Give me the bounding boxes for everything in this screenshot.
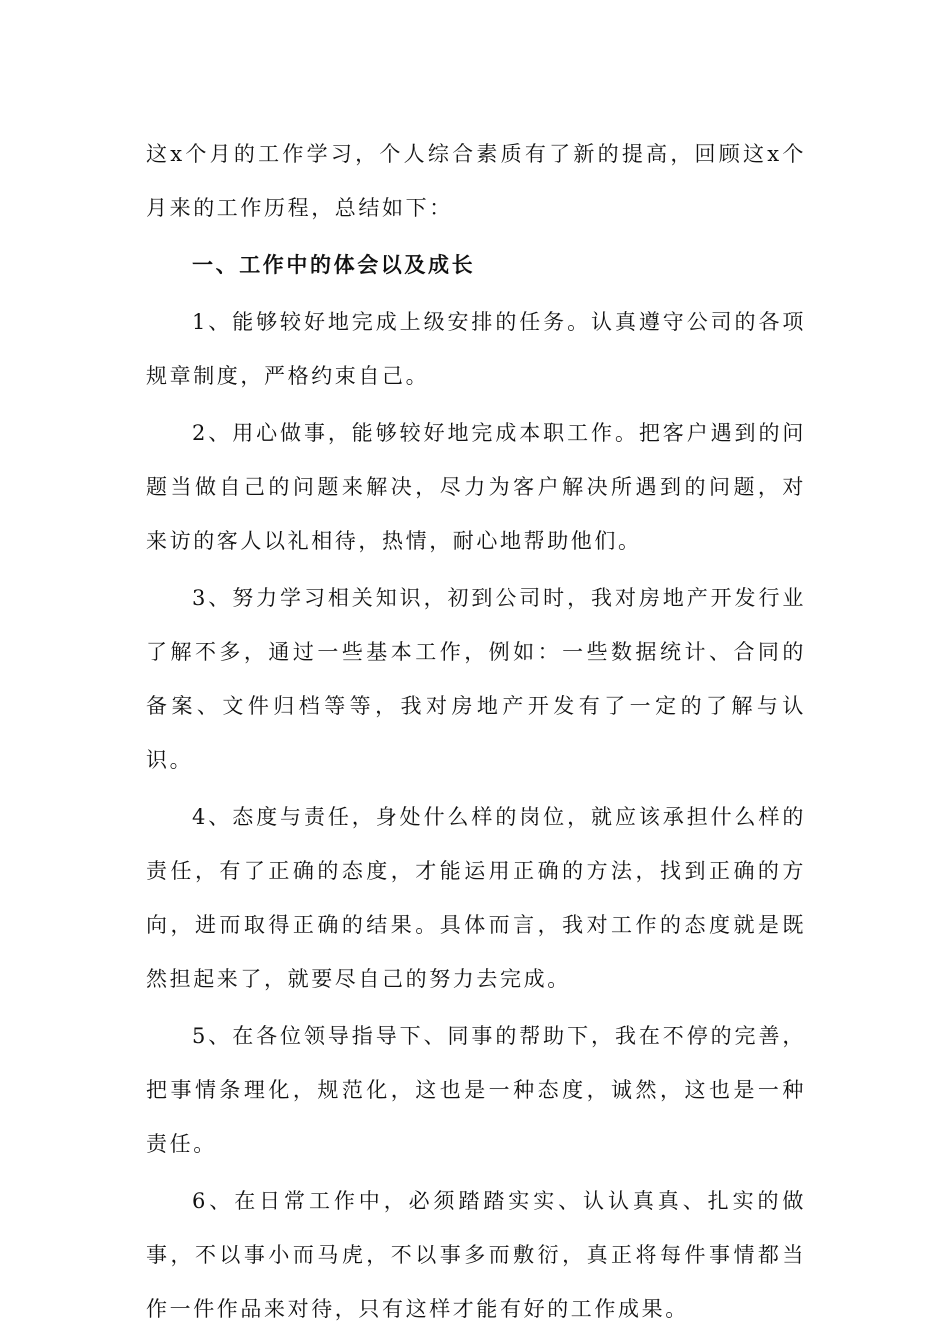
item-paragraph-6: 6、在日常工作中，必须踏踏实实、认认真真、扎实的做事，不以事小而马虎，不以事多而敷衍，真正将每件事情都当作一件作品来对待，只有这样才能有好的工作成果。	[146, 1189, 806, 1321]
intro-paragraph: 这x个月的工作学习，个人综合素质有了新的提高，回顾这x个月来的工作历程，总结如下：	[146, 142, 806, 220]
document-body	[146, 127, 806, 1336]
item-paragraph-3: 3、努力学习相关知识，初到公司时，我对房地产开发行业了解不多，通过一些基本工作，例如：一些数据统计、合同的备案、文件归档等等，我对房地产开发有了一定的了解与认识。	[146, 586, 806, 772]
section-heading: 一、工作中的体会以及成长	[192, 252, 476, 277]
item-paragraph-4: 4、态度与责任，身处什么样的岗位，就应该承担什么样的责任，有了正确的态度，才能运用正确的方法，找到正确的方向，进而取得正确的结果。具体而言，我对工作的态度就是既然担起来了，就要尽自己的努力去完成。	[146, 805, 806, 991]
item-paragraph-5: 5、在各位领导指导下、同事的帮助下，我在不停的完善，把事情条理化，规范化，这也是一种态度，诚然，这也是一种责任。	[146, 1024, 806, 1156]
item-paragraph-2: 2、用心做事，能够较好地完成本职工作。把客户遇到的问题当做自己的问题来解决，尽力为客户解决所遇到的问题，对来访的客人以礼相待，热情，耐心地帮助他们。	[146, 421, 806, 553]
item-paragraph-1: 1、能够较好地完成上级安排的任务。认真遵守公司的各项规章制度，严格约束自己。	[146, 310, 806, 388]
